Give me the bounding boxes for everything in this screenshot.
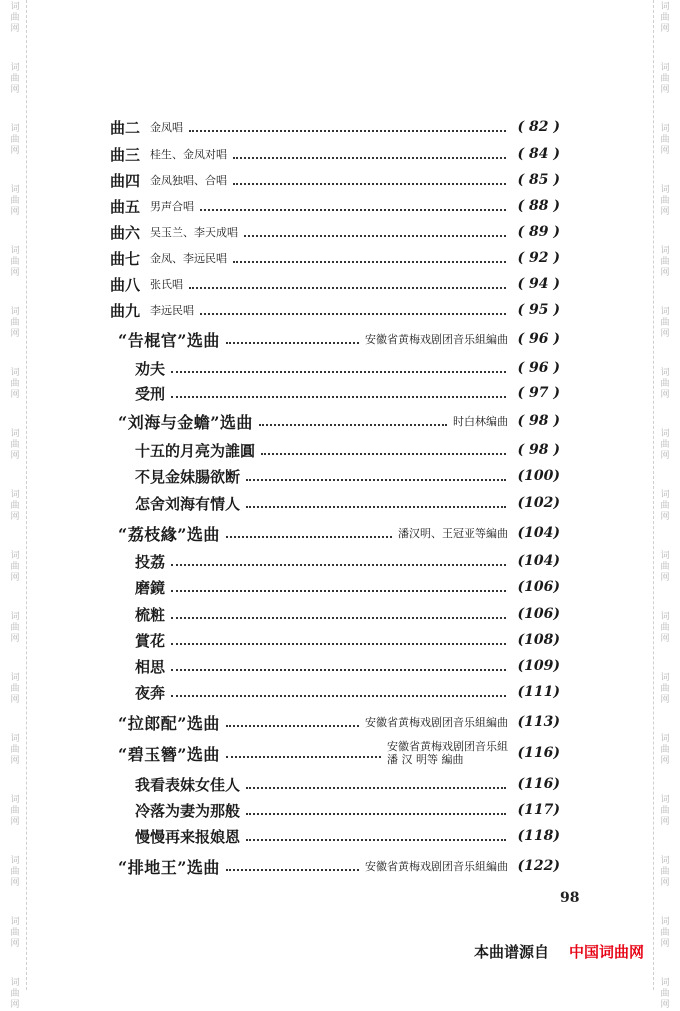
watermark-stamp: 词 曲 网 bbox=[660, 246, 670, 278]
toc-entry-label: 梳粧 bbox=[135, 605, 166, 624]
watermark-stamp: 词 曲 网 bbox=[10, 63, 20, 95]
toc-entry-label: “告棍官”选曲 bbox=[118, 330, 220, 350]
toc-page-number: (122) bbox=[517, 858, 560, 874]
toc-entry-credit-line: 安徽省黄梅戏剧团音乐組 bbox=[387, 740, 508, 753]
toc-page-number: ( 98 ) bbox=[517, 442, 560, 458]
toc-page-number: (106) bbox=[517, 606, 560, 622]
dot-leader bbox=[171, 590, 506, 592]
dot-leader bbox=[246, 813, 506, 815]
toc-page-number: (116) bbox=[517, 745, 560, 761]
dot-leader bbox=[189, 287, 506, 289]
watermark-stamp: 词 曲 网 bbox=[10, 490, 20, 522]
toc-section-row[interactable] bbox=[110, 709, 560, 735]
toc-entry-label: 投荔 bbox=[135, 552, 166, 571]
dot-leader bbox=[200, 313, 506, 315]
toc-page-number: ( 89 ) bbox=[517, 224, 560, 240]
toc-section-row[interactable] bbox=[110, 520, 560, 546]
dot-leader bbox=[171, 669, 506, 671]
toc-entry-label: 曲七 bbox=[110, 249, 141, 268]
toc-entry-label: 曲五 bbox=[110, 197, 141, 216]
watermark-stamp: 词 曲 网 bbox=[10, 124, 20, 156]
dot-leader bbox=[259, 424, 447, 426]
toc-melody-row[interactable] bbox=[110, 297, 560, 323]
toc-entry-label: 磨鏡 bbox=[135, 578, 166, 597]
dot-leader bbox=[171, 617, 506, 619]
toc-entry-label: 曲八 bbox=[110, 275, 141, 294]
toc-melody-row[interactable] bbox=[110, 219, 560, 245]
toc-sub-row[interactable] bbox=[110, 797, 560, 823]
toc-entry-label: 相思 bbox=[135, 657, 166, 676]
watermark-stamp: 词 曲 网 bbox=[10, 978, 20, 1010]
toc-page-number: (104) bbox=[517, 525, 560, 541]
toc-page-number: ( 95 ) bbox=[517, 302, 560, 318]
toc-entry-credit bbox=[387, 740, 508, 766]
toc-section-row[interactable] bbox=[110, 326, 560, 352]
toc-sub-row[interactable] bbox=[110, 679, 560, 705]
dot-leader bbox=[171, 371, 506, 373]
toc-page-number: ( 92 ) bbox=[517, 250, 560, 266]
dot-leader bbox=[233, 261, 506, 263]
dot-leader bbox=[246, 506, 506, 508]
toc-page-number: (102) bbox=[517, 495, 560, 511]
toc-melody-row[interactable] bbox=[110, 271, 560, 297]
toc-entry-label: “荔枝緣”选曲 bbox=[118, 524, 220, 544]
watermark-stamp: 词 曲 网 bbox=[660, 551, 670, 583]
toc-page-number: (106) bbox=[517, 579, 560, 595]
toc-entry-label: 受刑 bbox=[135, 384, 166, 403]
toc-sub-row[interactable] bbox=[110, 601, 560, 627]
toc-melody-row[interactable] bbox=[110, 245, 560, 271]
toc-page-number: ( 82 ) bbox=[517, 119, 560, 135]
watermark-stamp: 词 曲 网 bbox=[10, 551, 20, 583]
toc-entry-label: “排地王”选曲 bbox=[118, 857, 220, 877]
watermark-stamp: 词 曲 网 bbox=[10, 429, 20, 461]
toc-page-number: ( 96 ) bbox=[517, 360, 560, 376]
watermark-stamp: 词 曲 网 bbox=[660, 673, 670, 705]
toc-entry-label: 劝夫 bbox=[135, 359, 166, 378]
toc-entry-credit: 安徽省黄梅戏剧团音乐組編曲 bbox=[365, 860, 508, 873]
watermark-stamp: 词 曲 网 bbox=[660, 856, 670, 888]
toc-sub-row[interactable] bbox=[110, 548, 560, 574]
toc-entry-label: “拉郎配”选曲 bbox=[118, 713, 220, 733]
watermark-stamp: 词 曲 网 bbox=[10, 2, 20, 34]
toc-sub-row[interactable] bbox=[110, 771, 560, 797]
watermark-stamp: 词 曲 网 bbox=[660, 429, 670, 461]
toc-melody-row[interactable] bbox=[110, 114, 560, 140]
footer-credit bbox=[474, 941, 644, 962]
dot-leader bbox=[246, 787, 506, 789]
watermark-stamp: 词 曲 网 bbox=[660, 307, 670, 339]
watermark-stamp: 词 曲 网 bbox=[660, 63, 670, 95]
dot-leader bbox=[226, 536, 392, 538]
dot-leader bbox=[171, 643, 506, 645]
toc-page-number: (117) bbox=[517, 802, 560, 818]
toc-section-row[interactable] bbox=[110, 408, 560, 434]
dot-leader bbox=[233, 157, 506, 159]
toc-page-number: (118) bbox=[517, 828, 560, 844]
toc-page-number: ( 88 ) bbox=[517, 198, 560, 214]
toc-page-number: (113) bbox=[517, 714, 560, 730]
toc-entry-label: 十五的月亮为誰圓 bbox=[135, 441, 256, 460]
watermark-stamp: 词 曲 网 bbox=[10, 795, 20, 827]
dot-leader bbox=[233, 183, 506, 185]
dot-leader bbox=[244, 235, 506, 237]
watermark-stamp: 词 曲 网 bbox=[10, 307, 20, 339]
watermark-stamp: 词 曲 网 bbox=[660, 917, 670, 949]
watermark-stamp: 词 曲 网 bbox=[10, 734, 20, 766]
toc-sub-row[interactable] bbox=[110, 653, 560, 679]
toc-melody-row[interactable] bbox=[110, 141, 560, 167]
toc-page-number: ( 94 ) bbox=[517, 276, 560, 292]
toc-entry-singers: 桂生、金凤对唱 bbox=[150, 148, 228, 161]
dot-leader bbox=[189, 130, 506, 132]
toc-page-number: (104) bbox=[517, 553, 560, 569]
watermark-stamp: 词 曲 网 bbox=[10, 917, 20, 949]
watermark-stamp: 词 曲 网 bbox=[660, 185, 670, 217]
watermark-stamp: 词 曲 网 bbox=[10, 185, 20, 217]
watermark-stamp: 词 曲 网 bbox=[660, 490, 670, 522]
watermark-stamp: 词 曲 网 bbox=[660, 612, 670, 644]
toc-section-row[interactable] bbox=[110, 853, 560, 879]
ink-smudge: 98 bbox=[560, 890, 580, 906]
watermark-stamp: 词 曲 网 bbox=[660, 2, 670, 34]
watermark-stamp: 词 曲 网 bbox=[660, 368, 670, 400]
toc-page-number: (100) bbox=[517, 468, 560, 484]
toc-page-number: ( 84 ) bbox=[517, 146, 560, 162]
toc-entry-singers: 金凤、李远民唱 bbox=[150, 252, 228, 265]
toc-entry-label: 怎舍刘海有情人 bbox=[135, 494, 241, 513]
toc-sub-row[interactable] bbox=[110, 437, 560, 463]
toc-entry-singers: 吴玉兰、李天成唱 bbox=[150, 226, 239, 239]
toc-entry-label: 曲三 bbox=[110, 145, 141, 164]
toc-sub-row[interactable] bbox=[110, 380, 560, 406]
dot-leader bbox=[226, 725, 359, 727]
toc-entry-credit: 安徽省黄梅戏剧团音乐組編曲 bbox=[365, 716, 508, 729]
toc-sub-row[interactable] bbox=[110, 574, 560, 600]
dot-leader bbox=[171, 396, 506, 398]
toc-entry-label: 夜奔 bbox=[135, 683, 166, 702]
toc-page-number: (116) bbox=[517, 776, 560, 792]
dot-leader bbox=[226, 869, 359, 871]
dot-leader bbox=[171, 564, 506, 566]
dot-leader bbox=[226, 342, 359, 344]
toc-melody-row[interactable] bbox=[110, 193, 560, 219]
toc-entry-credit: 安徽省黄梅戏剧团音乐組編曲 bbox=[365, 333, 508, 346]
toc-entry-label: “碧玉簪”选曲 bbox=[118, 744, 220, 764]
toc-entry-singers: 男声合唱 bbox=[150, 200, 195, 213]
dot-leader bbox=[171, 695, 506, 697]
toc-entry-singers: 张氏唱 bbox=[150, 278, 184, 291]
toc-entry-label: “刘海与金蟾”选曲 bbox=[118, 412, 253, 432]
toc-entry-label: 慢慢再来报娘恩 bbox=[135, 827, 241, 846]
watermark-stamp: 词 曲 网 bbox=[660, 978, 670, 1010]
toc-entry-credit-line: 潘 汉 明等 編曲 bbox=[387, 753, 464, 766]
toc-page-number: ( 85 ) bbox=[517, 172, 560, 188]
toc-sub-row[interactable] bbox=[110, 823, 560, 849]
dot-leader bbox=[226, 756, 381, 758]
toc-entry-singers: 金凤独唱、合唱 bbox=[150, 174, 228, 187]
dot-leader bbox=[200, 209, 506, 211]
dot-leader bbox=[261, 453, 506, 455]
toc-page-number: (109) bbox=[517, 658, 560, 674]
toc-sub-row[interactable] bbox=[110, 627, 560, 653]
toc-entry-label: 我看表妹女佳人 bbox=[135, 775, 241, 794]
toc-page-number: (108) bbox=[517, 632, 560, 648]
dot-leader bbox=[246, 839, 506, 841]
toc-page-number: ( 98 ) bbox=[517, 413, 560, 429]
watermark-stamp: 词 曲 网 bbox=[660, 734, 670, 766]
watermark-stamp: 词 曲 网 bbox=[10, 673, 20, 705]
toc-page-number: (111) bbox=[517, 684, 560, 700]
toc-entry-label: 賞花 bbox=[135, 631, 166, 650]
toc-melody-row[interactable] bbox=[110, 167, 560, 193]
watermark-stamp: 词 曲 网 bbox=[10, 856, 20, 888]
footer-brand[interactable]: 中国词曲网 bbox=[568, 943, 644, 961]
toc-entry-label: 不見金妹腸欲断 bbox=[135, 467, 241, 486]
footer-source-text: 本曲谱源自 bbox=[473, 943, 549, 961]
toc-entry-label: 曲九 bbox=[110, 301, 141, 320]
toc-entry-singers: 金凤唱 bbox=[150, 121, 184, 134]
dot-leader bbox=[246, 479, 506, 481]
toc-entry-credit: 潘汉明、王冠亚等編曲 bbox=[398, 527, 508, 540]
toc-entry-label: 曲二 bbox=[110, 118, 141, 137]
watermark-stamp: 词 曲 网 bbox=[660, 124, 670, 156]
toc-page-number: ( 97 ) bbox=[517, 385, 560, 401]
toc-entry-singers: 李远民唱 bbox=[150, 304, 195, 317]
toc-entry-credit: 时白林编曲 bbox=[453, 415, 508, 428]
watermark-stamp: 词 曲 网 bbox=[10, 246, 20, 278]
toc-entry-label: 曲六 bbox=[110, 223, 141, 242]
watermark-stamp: 词 曲 网 bbox=[660, 795, 670, 827]
toc-sub-row[interactable] bbox=[110, 355, 560, 381]
watermark-stamp: 词 曲 网 bbox=[10, 368, 20, 400]
toc-sub-row[interactable] bbox=[110, 463, 560, 489]
toc-section-row[interactable] bbox=[110, 740, 560, 766]
toc-sub-row[interactable] bbox=[110, 490, 560, 516]
toc-entry-label: 冷落为妻为那般 bbox=[135, 801, 241, 820]
toc-entry-label: 曲四 bbox=[110, 171, 141, 190]
toc-page-number: ( 96 ) bbox=[517, 331, 560, 347]
watermark-stamp: 词 曲 网 bbox=[10, 612, 20, 644]
